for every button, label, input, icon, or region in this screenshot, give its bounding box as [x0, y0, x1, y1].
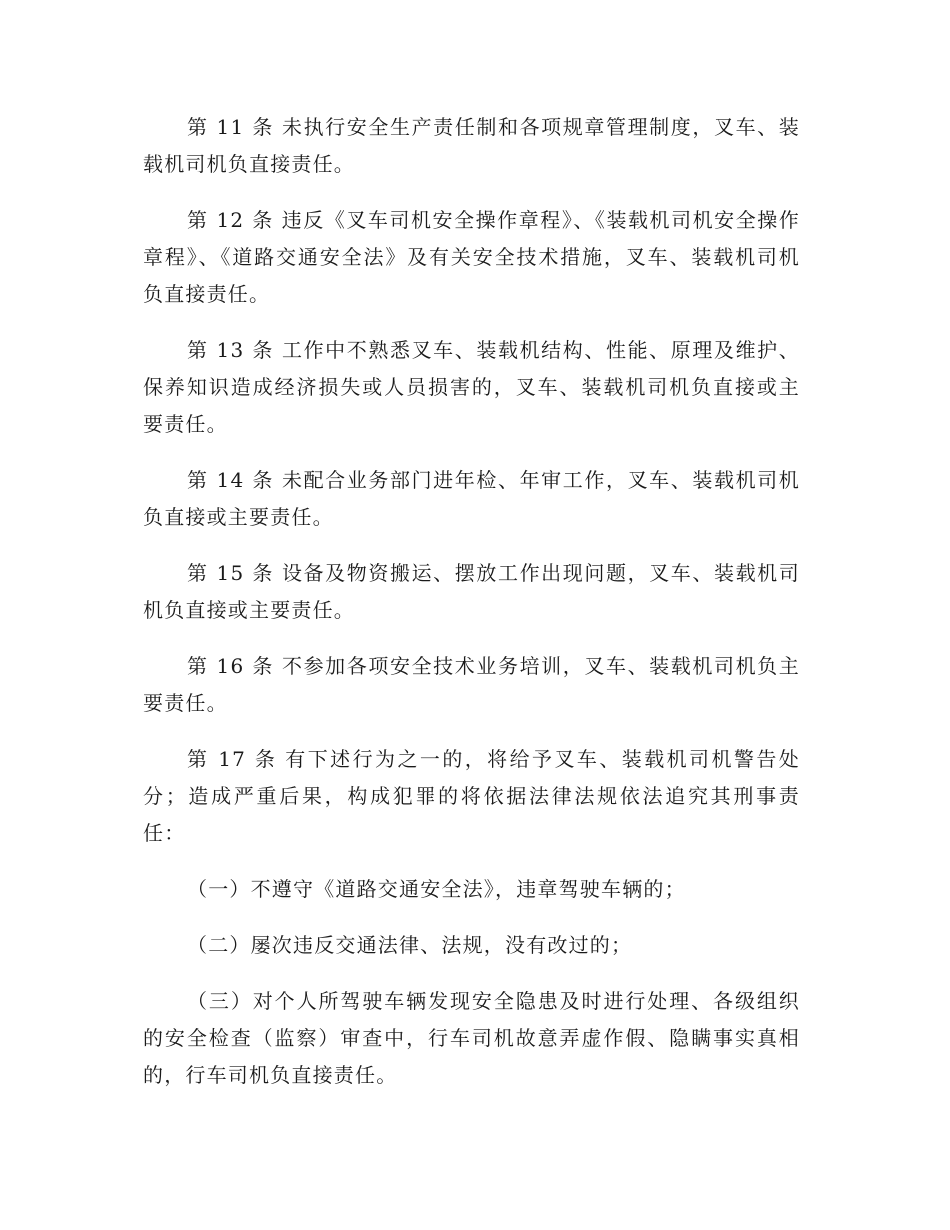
article-15 — [143, 555, 800, 629]
article-text: 工作中不熟悉叉车、装载机结构、性能、原理及维护、保养知识造成经济损失或人员损害的，叉车、装载机司机负直接或主要责任。 — [143, 338, 800, 436]
article-11 — [143, 109, 800, 183]
article-text: 不参加各项安全技术业务培训，叉车、装载机司机负主要责任。 — [143, 654, 800, 715]
article-16 — [143, 648, 800, 722]
article-12 — [143, 202, 800, 313]
article-13 — [143, 332, 800, 443]
article-text: 未执行安全生产责任制和各项规章管理制度，叉车、装载机司机负直接责任。 — [143, 115, 800, 176]
article-number: 第 15 条 — [187, 561, 274, 585]
article-text: 违反《叉车司机安全操作章程》、《装载机司机安全操作章程》、《道路交通安全法》及有关安全技术措施，叉车、装载机司机负直接责任。 — [143, 208, 800, 306]
list-item-1: （一）不遵守《道路交通安全法》，违章驾驶车辆的； — [187, 877, 686, 901]
article-text: 设备及物资搬运、摆放工作出现问题，叉车、装载机司机负直接或主要责任。 — [143, 561, 800, 622]
article-number: 第 14 条 — [187, 468, 274, 492]
article-number: 第 13 条 — [187, 338, 274, 362]
list-item-3: （三）对个人所驾驶车辆发现安全隐患及时进行处理、各级组织的安全检查（监察）审查中，行车司机故意弄虚作假、隐瞒事实真相的，行车司机负直接责任。 — [143, 989, 800, 1087]
article-17 — [143, 741, 800, 852]
article-text: 有下述行为之一的，将给予叉车、装载机司机警告处分；造成严重后果，构成犯罪的将依据法律法规依法追究其刑事责任： — [143, 747, 800, 845]
article-number: 第 12 条 — [187, 208, 274, 232]
article-text: 未配合业务部门进年检、年审工作，叉车、装载机司机负直接或主要责任。 — [143, 468, 800, 529]
article-14 — [143, 462, 800, 536]
list-item-2: （二）屡次违反交通法律、法规，没有改过的； — [187, 933, 633, 957]
article-number: 第 17 条 — [187, 747, 278, 771]
article-number: 第 16 条 — [187, 654, 274, 678]
article-number: 第 11 条 — [187, 115, 274, 139]
